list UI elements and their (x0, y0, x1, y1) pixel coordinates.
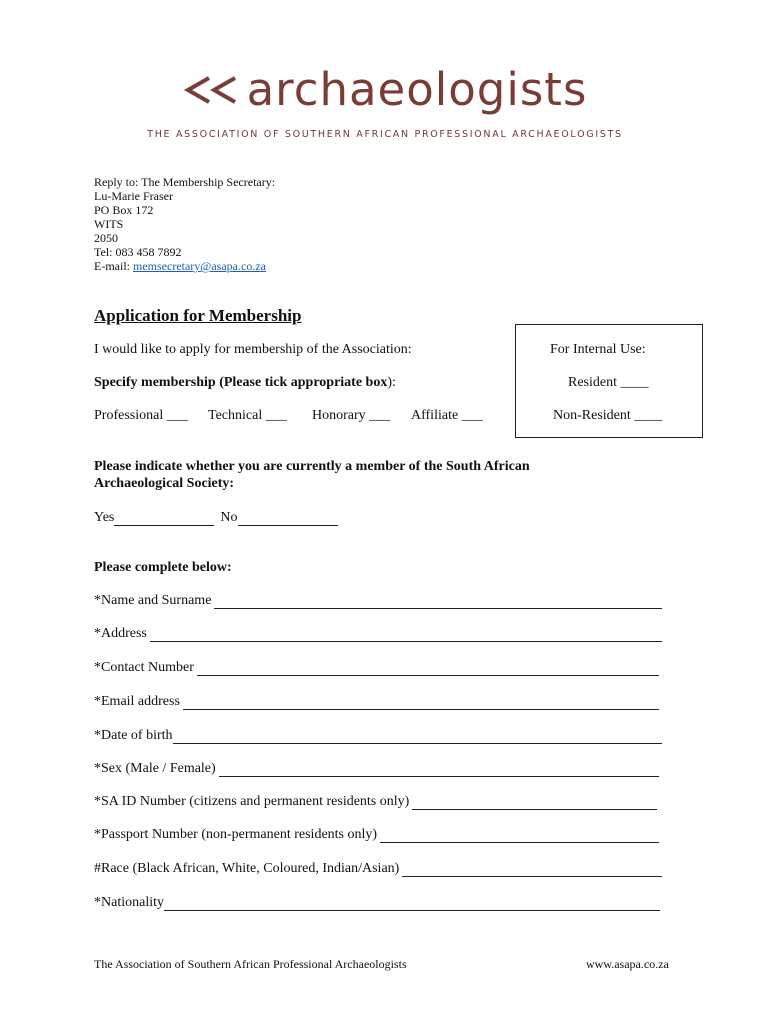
address-label: *Address (94, 626, 147, 641)
reply-address-block (94, 175, 275, 273)
race-input[interactable] (402, 864, 662, 877)
reply-line: Reply to: The Membership Secretary: (94, 175, 276, 189)
reply-line: WITS (94, 217, 124, 231)
specify-label: Specify membership (Please tick appropriate box (94, 375, 388, 390)
sex-input[interactable] (219, 764, 659, 777)
race-label: #Race (Black African, White, Coloured, Indian/Asian) (94, 861, 400, 876)
internal-resident: Resident ____ (568, 375, 649, 390)
nationality-label: *Nationality (94, 895, 164, 910)
address-input[interactable] (150, 629, 662, 642)
email-field-row (94, 694, 659, 710)
email-input[interactable] (183, 697, 659, 710)
address-field-row (94, 626, 662, 642)
reply-line: Lu-Marie Fraser (94, 189, 173, 203)
sex-label: *Sex (Male / Female) (94, 761, 216, 776)
logo-text: archaeologists (246, 63, 588, 116)
no-input[interactable] (238, 513, 338, 526)
double-chevron-left-icon (183, 75, 239, 105)
option-honorary[interactable]: Honorary ___ (312, 408, 391, 423)
reply-line: PO Box 172 (94, 203, 154, 217)
email-link[interactable]: memsecretary@asapa.co.za (133, 259, 266, 273)
dob-label: *Date of birth (94, 728, 173, 743)
logo (183, 62, 588, 118)
footer-website-link[interactable]: www.asapa.co.za (586, 957, 669, 971)
name-label: *Name and Surname (94, 593, 212, 608)
nationality-input[interactable] (164, 898, 660, 911)
option-affiliate[interactable]: Affiliate ___ (411, 408, 483, 423)
contact-label: *Contact Number (94, 660, 194, 675)
race-field-row (94, 861, 662, 877)
logo-area (0, 62, 770, 118)
name-field-row (94, 593, 662, 609)
said-input[interactable] (412, 797, 657, 810)
internal-non-resident: Non-Resident ____ (553, 408, 663, 423)
email-label: E-mail: (94, 259, 133, 273)
said-label: *SA ID Number (citizens and permanent residents only) (94, 794, 410, 809)
internal-heading: For Internal Use: (550, 342, 646, 357)
society-answer-row (94, 510, 344, 526)
page-title: Application for Membership (94, 306, 302, 325)
complete-heading: Please complete below: (94, 560, 232, 575)
name-input[interactable] (214, 596, 662, 609)
specify-text (94, 375, 396, 391)
option-professional[interactable]: Professional ___ (94, 408, 188, 423)
dob-field-row (94, 728, 662, 744)
contact-input[interactable] (197, 663, 659, 676)
society-question-line2: Archaeological Society: (94, 476, 235, 491)
society-question-line1: Please indicate whether you are currently a member of the South African (94, 459, 530, 474)
passport-label: *Passport Number (non-permanent residents only) (94, 827, 378, 842)
sex-field-row (94, 761, 659, 777)
reply-line: 2050 (94, 231, 118, 245)
nationality-field-row (94, 895, 660, 911)
email-field-label: *Email address (94, 694, 180, 709)
passport-field-row (94, 827, 659, 843)
reply-email-row (94, 259, 275, 273)
specify-end: ): (387, 375, 396, 390)
reply-tel: Tel: 083 458 7892 (94, 245, 182, 259)
dob-input[interactable] (173, 731, 662, 744)
said-field-row (94, 794, 657, 810)
contact-field-row (94, 660, 659, 676)
no-label: No (220, 510, 238, 525)
intro-text: I would like to apply for membership of the Association: (94, 342, 412, 357)
tagline: THE ASSOCIATION OF SOUTHERN AFRICAN PROFESSIONAL ARCHAEOLOGISTS (147, 129, 623, 140)
yes-input[interactable] (114, 513, 214, 526)
footer-organisation: The Association of Southern African Professional Archaeologists (94, 957, 407, 971)
passport-input[interactable] (380, 830, 659, 843)
yes-label: Yes (94, 510, 115, 525)
option-technical[interactable]: Technical ___ (208, 408, 287, 423)
